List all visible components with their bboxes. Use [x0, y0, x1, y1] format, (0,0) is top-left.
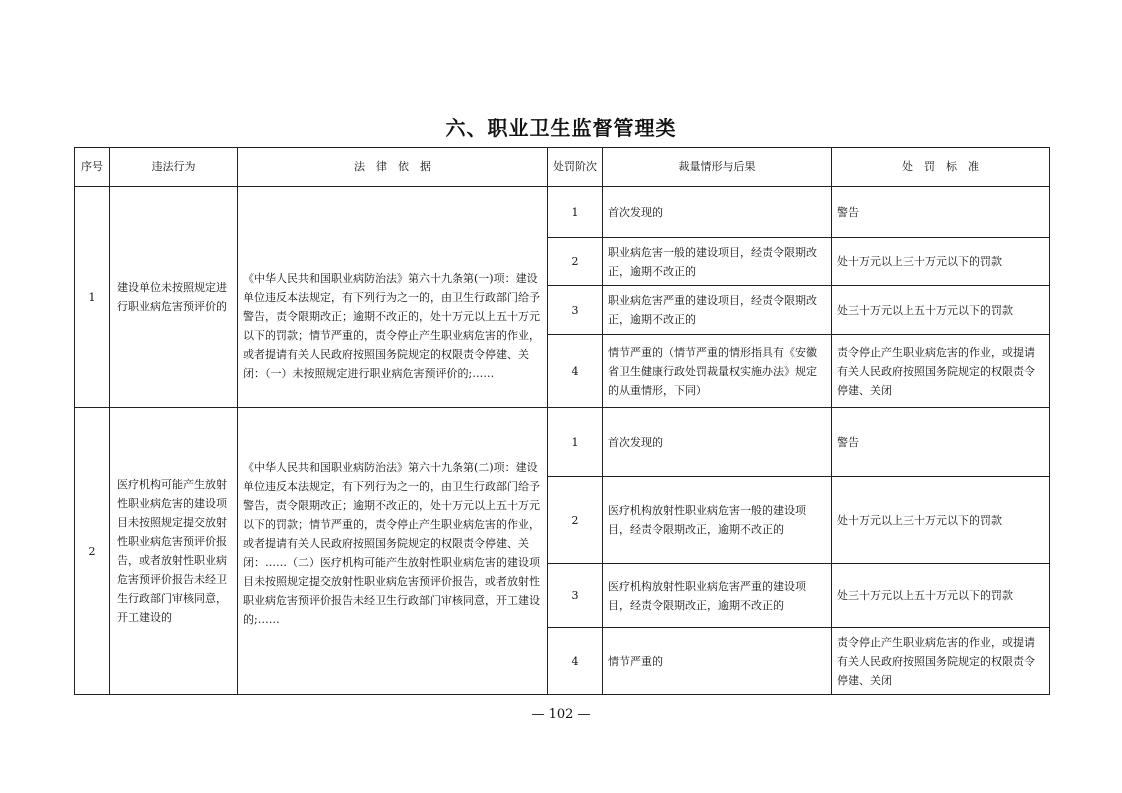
row-seq: 1 — [75, 187, 110, 408]
header-standard: 处 罚 标 准 — [832, 148, 1050, 187]
header-seq: 序号 — [75, 148, 110, 187]
penalty-table — [74, 147, 1050, 695]
table-header-row — [75, 148, 1050, 187]
row-basis: 《中华人民共和国职业病防治法》第六十九条第(二)项：建设单位违反本法规定，有下列行为之一的，由卫生行政部门给予警告，责令限期改正；逾期不改正的，处十万元以上五十万元以下的罚款；情节严重的，责令停止产生职业病危害的作业，或者提请有关人民政府按照国务院规定的权限责令停建、关闭：……（二）医疗机构可能产生放射性职业病危害的建设项目未按照规定提交放射性职业病危害预评价报告，或者放射性职业病危害预评价报告未经卫生行政部门审核同意，开工建设的;…… — [243, 461, 540, 626]
tier-level: 4 — [548, 335, 603, 408]
tier-standard: 处十万元以上三十万元以下的罚款 — [832, 477, 1050, 564]
tier-standard: 处十万元以上三十万元以下的罚款 — [832, 238, 1050, 286]
row-seq: 2 — [75, 408, 110, 695]
tier-standard: 处三十万元以上五十万元以下的罚款 — [832, 286, 1050, 335]
header-level: 处罚阶次 — [548, 148, 603, 187]
tier-level: 1 — [548, 408, 603, 477]
tier-level: 4 — [548, 628, 603, 695]
tier-level: 2 — [548, 477, 603, 564]
tier-circumstance: 职业病危害严重的建设项目，经责令限期改正，逾期不改正的 — [603, 286, 832, 335]
tier-circumstance: 首次发现的 — [603, 187, 832, 238]
tier-standard: 警告 — [832, 187, 1050, 238]
tier-standard: 警告 — [832, 408, 1050, 477]
tier-level: 1 — [548, 187, 603, 238]
tier-standard: 处三十万元以上五十万元以下的罚款 — [832, 564, 1050, 628]
tier-circumstance: 医疗机构放射性职业病危害严重的建设项目，经责令限期改正，逾期不改正的 — [603, 564, 832, 628]
header-circumstance: 裁量情形与后果 — [603, 148, 832, 187]
tier-standard: 责令停止产生职业病危害的作业，或提请有关人民政府按照国务院规定的权限责令停建、关闭 — [832, 628, 1050, 695]
page-number: — 102 — — [531, 707, 591, 722]
row-act: 医疗机构可能产生放射性职业病危害的建设项目未按照规定提交放射性职业病危害预评价报告，或者放射性职业病危害预评价报告未经卫生行政部门审核同意，开工建设的 — [110, 408, 238, 695]
tier-standard: 责令停止产生职业病危害的作业，或提请有关人民政府按照国务院规定的权限责令停建、关闭 — [832, 335, 1050, 408]
tier-level: 3 — [548, 286, 603, 335]
tier-circumstance: 情节严重的 — [603, 628, 832, 695]
row-act: 建设单位未按照规定进行职业病危害预评价的 — [110, 187, 238, 408]
row-basis: 《中华人民共和国职业病防治法》第六十九条第(一)项：建设单位违反本法规定，有下列行为之一的，由卫生行政部门给予警告，责令限期改正；逾期不改正的，处十万元以上五十万元以下的罚款；情节严重的，责令停止产生职业病危害的作业，或者提请有关人民政府按照国务院规定的权限责令停建、关闭：（一）未按照规定进行职业病危害预评价的;…… — [243, 272, 540, 380]
page-title: 六、职业卫生监督管理类 — [445, 116, 677, 140]
tier-circumstance: 职业病危害一般的建设项目，经责令限期改正，逾期不改正的 — [603, 238, 832, 286]
tier-circumstance: 医疗机构放射性职业病危害一般的建设项目，经责令限期改正，逾期不改正的 — [603, 477, 832, 564]
row-basis-cell — [238, 187, 548, 408]
header-basis: 法 律 依 据 — [238, 148, 548, 187]
row-basis-cell — [238, 408, 548, 695]
tier-circumstance: 情节严重的（情节严重的情形指具有《安徽省卫生健康行政处罚裁量权实施办法》规定的从重情形，下同） — [603, 335, 832, 408]
tier-circumstance: 首次发现的 — [603, 408, 832, 477]
table-row — [75, 187, 1050, 238]
tier-level: 2 — [548, 238, 603, 286]
header-act: 违法行为 — [110, 148, 238, 187]
tier-level: 3 — [548, 564, 603, 628]
table-row — [75, 408, 1050, 477]
